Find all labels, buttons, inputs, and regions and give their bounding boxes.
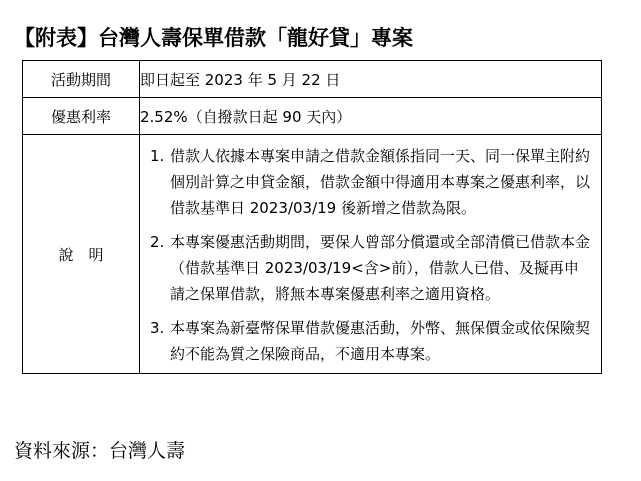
note-item: [150, 143, 593, 221]
description-notes: [140, 135, 602, 374]
info-table: [22, 60, 602, 374]
note-number: 3.: [150, 319, 165, 337]
period-value: 即日起至 2023 年 5 月 22 日: [140, 61, 602, 98]
note-text: 借款人依據本專案申請之借款金額係指同一天、同一保單主附約個別計算之申貸金額，借款金額中得適用本專案之優惠利率，以借款基準日 2023/03/19 後新增之借款為限。: [170, 147, 591, 217]
note-number: 1.: [150, 147, 165, 165]
rate-value: 2.52%（自撥款日起 90 天內）: [140, 98, 602, 135]
table-row-period: [23, 61, 602, 98]
period-label: 活動期間: [23, 61, 140, 98]
table-row-rate: [23, 98, 602, 135]
table-row-description: [23, 135, 602, 374]
note-number: 2.: [150, 233, 165, 251]
description-label: 說 明: [23, 135, 140, 374]
source-caption: 資料來源：台灣人壽: [14, 440, 186, 462]
page-title: 【附表】台灣人壽保單借款「龍好貸」專案: [14, 26, 413, 50]
rate-label: 優惠利率: [23, 98, 140, 135]
note-text: 本專案優惠活動期間，要保人曾部分償還或全部清償已借款本金（借款基準日 2023/03/19<含>前），借款人已借、及擬再申請之保單借款，將無本專案優惠利率之適用資格。: [170, 233, 591, 303]
note-item: [150, 315, 593, 367]
note-text: 本專案為新臺幣保單借款優惠活動，外幣、無保價金或依保險契約不能為質之保險商品，不適用本專案。: [170, 319, 591, 363]
note-item: [150, 229, 593, 307]
